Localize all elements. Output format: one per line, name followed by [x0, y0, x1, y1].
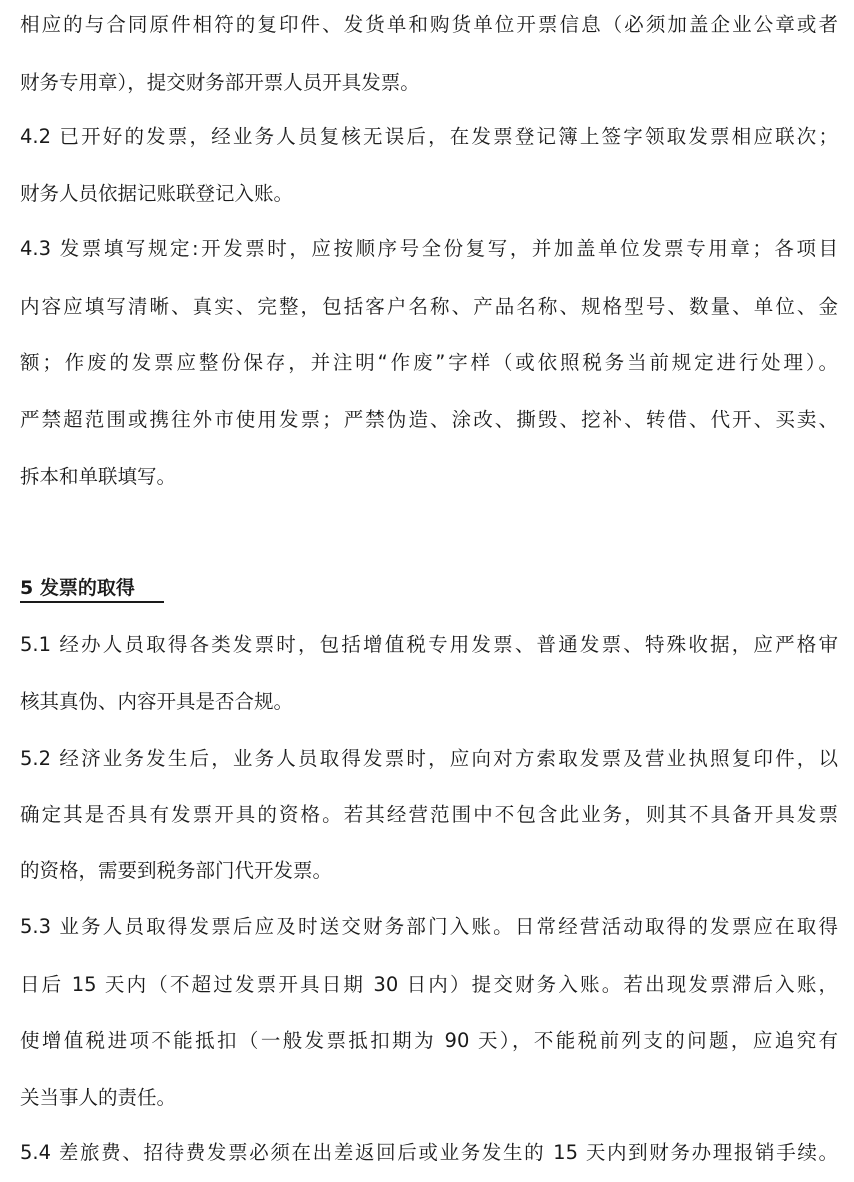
text-line: 4.3 发票填写规定:开发票时，应按顺序号全份复写，并加盖单位发票专用章；各项目: [20, 237, 838, 260]
text-line: 5.2 经济业务发生后，业务人员取得发票时，应向对方索取发票及营业执照复印件，以: [20, 747, 838, 770]
heading-underline: [20, 601, 164, 603]
text-line: 使增值税进项不能抵扣（一般发票抵扣期为 90 天），不能税前列支的问题，应追究有: [20, 1029, 838, 1052]
text-line: 5.3 业务人员取得发票后应及时送交财务部门入账。日常经营活动取得的发票应在取得: [20, 915, 838, 938]
text-line: 财务人员依据记账联登记入账。: [20, 182, 294, 205]
text-line: 相应的与合同原件相符的复印件、发货单和购货单位开票信息（必须加盖企业公章或者: [20, 13, 838, 36]
text-line: 核其真伪、内容开具是否合规。: [20, 690, 294, 713]
section-heading: 5 发票的取得: [20, 577, 135, 599]
text-line: 额；作废的发票应整份保存，并注明“作废”字样（或依照税务当前规定进行处理）。: [20, 351, 838, 374]
text-line: 严禁超范围或携往外市使用发票；严禁伪造、涂改、撕毁、挖补、转借、代开、买卖、: [20, 408, 838, 431]
text-line: 内容应填写清晰、真实、完整，包括客户名称、产品名称、规格型号、数量、单位、金: [20, 295, 838, 318]
text-line: 5.1 经办人员取得各类发票时，包括增值税专用发票、普通发票、特殊收据，应严格审: [20, 633, 838, 656]
text-line: 关当事人的责任。: [20, 1086, 177, 1109]
text-line: 的资格，需要到税务部门代开发票。: [20, 859, 333, 882]
text-line: 5.4 差旅费、招待费发票必须在出差返回后或业务发生的 15 天内到财务办理报销手续。: [20, 1141, 838, 1164]
text-line: 日后 15 天内（不超过发票开具日期 30 日内）提交财务入账。若出现发票滞后入账，: [20, 973, 838, 996]
text-line: 财务专用章），提交财务部开票人员开具发票。: [20, 71, 420, 94]
text-line: 拆本和单联填写。: [20, 465, 177, 488]
text-line: 4.2 已开好的发票，经业务人员复核无误后，在发票登记簿上签字领取发票相应联次；: [20, 125, 838, 148]
text-line: 确定其是否具有发票开具的资格。若其经营范围中不包含此业务，则其不具备开具发票: [20, 803, 838, 826]
